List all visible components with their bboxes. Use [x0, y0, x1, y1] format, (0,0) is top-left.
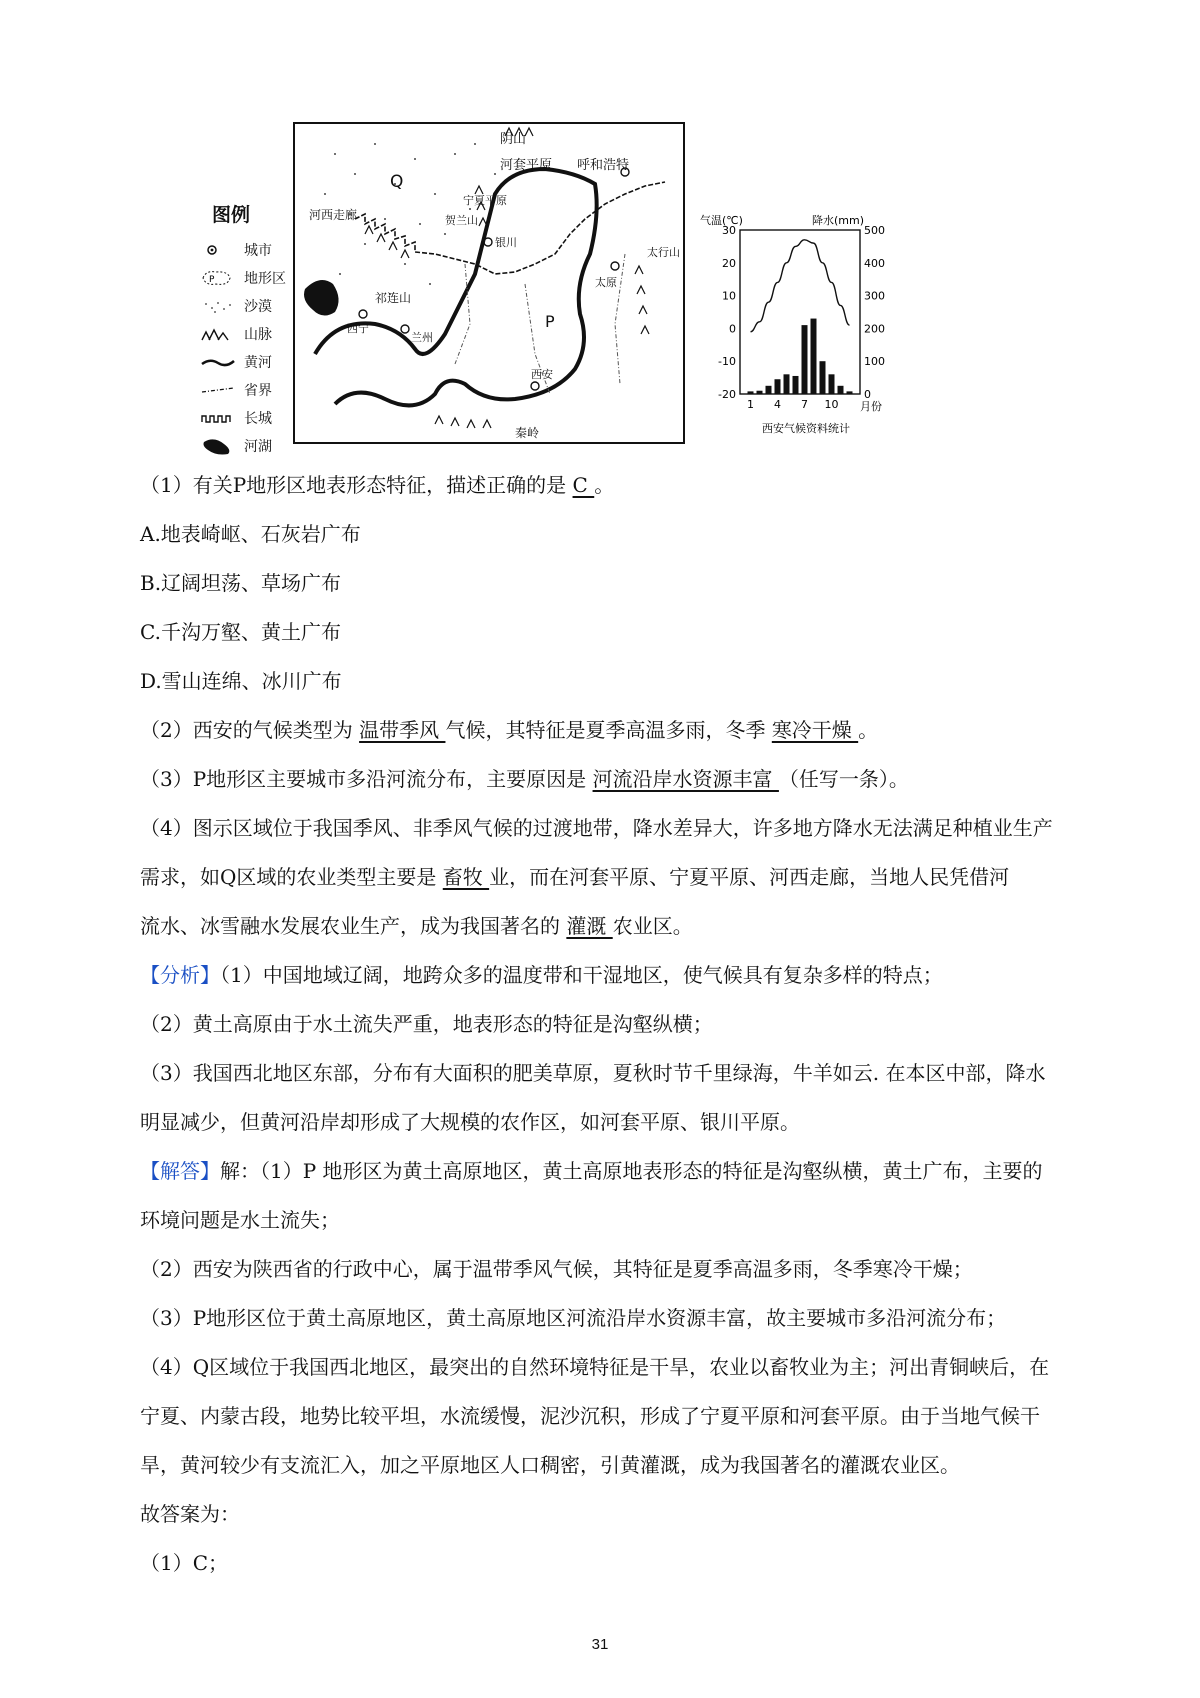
precip-tick-label: 100 [864, 355, 885, 369]
question-2 [140, 715, 878, 745]
question-4-line-2 [140, 862, 1009, 892]
lake-icon [200, 436, 236, 456]
analysis-line-3: （3）我国西北地区东部，分布有大面积的肥美草原，夏秋时节千里绿海，牛羊如云. 在本区中部，降水 [140, 1061, 1046, 1085]
solution-line-1 [140, 1156, 1043, 1186]
q4-line3-prefix: 流水、冰雪融水发展农业生产，成为我国著名的 [140, 914, 567, 938]
temperature-curve [751, 240, 850, 332]
answer-1: （1）C； [140, 1551, 229, 1575]
option-b: B.辽阔坦荡、草场广布 [140, 571, 342, 595]
legend-item-terrain: 地形区 [244, 271, 286, 287]
map-label-qinling: 秦岭 [515, 426, 540, 440]
precip-bar [829, 374, 835, 394]
province-border-icon [200, 380, 236, 400]
q2-answer-1: 温带季风 [359, 718, 446, 742]
month-tick-label: 10 [824, 398, 839, 411]
temp-tick-label: 20 [722, 256, 736, 270]
temp-tick-label: 0 [729, 322, 736, 336]
precip-tick-label: 200 [864, 322, 885, 336]
precip-bar [748, 391, 754, 394]
q3-answer: 河流沿岸水资源丰富 [592, 767, 779, 791]
q2-prefix: （2）西安的气候类型为 [140, 718, 360, 742]
precip-bar [766, 386, 772, 394]
temp-tick-label: 30 [722, 224, 736, 237]
legend-item-wall: 长城 [244, 411, 272, 427]
precip-bar [820, 361, 826, 394]
q3-suffix: （任写一条）。 [778, 767, 909, 791]
map-label-yinshan: 阴山 [500, 132, 527, 147]
precip-bar [847, 391, 853, 394]
solution-line-6: 宁夏、内蒙古段，地势比较平坦，水流缓慢，泥沙沉积，形成了宁夏平原和河套平原。由于当地气候干 [140, 1404, 1040, 1428]
plot-frame [740, 230, 860, 394]
map-label-xian: 西安 [531, 368, 553, 381]
question-1 [140, 470, 614, 500]
xian-climate-chart [700, 210, 910, 450]
map-label-taihang-shan: 太行山 [647, 246, 680, 259]
solution-line-3: （2）西安为陕西省的行政中心，属于温带季风气候，其特征是夏季高温多雨，冬季寒冷干燥； [140, 1257, 973, 1281]
legend-item-lake: 河湖 [244, 439, 272, 455]
q2-suffix: 。 [858, 718, 879, 742]
yellow-river-icon [200, 352, 236, 372]
solution-line-2: 环境问题是水土流失； [140, 1208, 340, 1232]
month-tick-label: 7 [801, 398, 808, 411]
map-label-hetao-plain: 河套平原 [500, 158, 553, 173]
desert-icon [200, 296, 236, 316]
q2-answer-2: 寒冷干燥 [771, 718, 859, 742]
precip-tick-label: 0 [864, 388, 871, 401]
solution-text-1: 解：（1）P 地形区为黄土高原地区，黄土高原地表形态的特征是沟壑纵横，黄土广布，主要的 [220, 1159, 1043, 1183]
page-number: 31 [591, 1636, 609, 1653]
precip-tick-label: 300 [864, 289, 885, 303]
legend-item-mountain: 山脉 [244, 327, 272, 343]
analysis-line-1 [140, 960, 943, 990]
mountain-icon [200, 324, 236, 344]
svg-text:P: P [209, 275, 215, 285]
map-label-yinchuan: 银川 [495, 236, 517, 249]
solution-line-7: 旱，黄河较少有支流汇入，加之平原地区人口稠密，引黄灌溉，成为我国著名的灌溉农业区。 [140, 1453, 960, 1477]
temp-axis-label: 气温(℃) [700, 214, 743, 227]
question-4-line-3 [140, 911, 693, 941]
q4-answer-2: 灌溉 [566, 914, 613, 938]
precip-bar [793, 376, 799, 394]
solution-line-4: （3）P地形区位于黄土高原地区，黄土高原地区河流沿岸水资源丰富，故主要城市多沿河流分布； [140, 1306, 1007, 1330]
q1-answer: C [572, 473, 595, 497]
precip-bar [802, 325, 808, 394]
map-label-xining: 西宁 [347, 322, 369, 335]
legend-item-desert: 沙漠 [244, 299, 272, 315]
month-unit-label: 月份 [860, 400, 882, 413]
map-label-lanzhou: 兰州 [411, 331, 433, 344]
precip-bar [838, 386, 844, 394]
legend-item-province: 省界 [244, 383, 272, 399]
q1-suffix: 。 [594, 473, 615, 497]
map-label-ningxia-plain: 宁夏平原 [463, 194, 507, 207]
temp-tick-label: -20 [718, 388, 736, 401]
analysis-line-2: （2）黄土高原由于水土流失严重，地表形态的特征是沟壑纵横； [140, 1012, 713, 1036]
climate-caption: 西安气候资料统计 [762, 422, 850, 435]
city-symbol-icon [200, 240, 236, 260]
map-label-p: P [545, 312, 555, 331]
q3-prefix: （3）P地形区主要城市多沿河流分布，主要原因是 [140, 767, 593, 791]
answer-heading: 故答案为： [140, 1502, 240, 1526]
month-tick-label: 4 [774, 398, 781, 411]
option-a: A.地表崎岖、石灰岩广布 [140, 522, 361, 546]
temp-tick-label: 10 [722, 289, 736, 303]
precip-bar [757, 391, 763, 394]
q1-prefix: （1）有关P地形区地表形态特征，描述正确的是 [140, 473, 573, 497]
solution-line-5: （4）Q区域位于我国西北地区，最突出的自然环境特征是干旱，农业以畜牧业为主；河出青铜峡后，在 [140, 1355, 1050, 1379]
map-label-qilian-shan: 祁连山 [375, 291, 412, 305]
legend-title: 图例 [212, 204, 251, 226]
terrain-region-icon [200, 268, 236, 288]
map-label-taiyuan: 太原 [595, 276, 617, 289]
analysis-text-1: （1）中国地域辽阔，地跨众多的温度带和干湿地区，使气候具有复杂多样的特点； [220, 963, 943, 987]
q4-answer-1: 畜牧 [442, 865, 490, 889]
map-label-helan-shan: 贺兰山 [445, 214, 478, 227]
option-c: C.千沟万壑、黄土广布 [140, 620, 341, 644]
great-wall-icon [200, 408, 236, 428]
precip-bar [775, 379, 781, 394]
precip-tick-label: 500 [864, 224, 885, 237]
legend-item-city: 城市 [244, 243, 272, 259]
precip-tick-label: 400 [864, 256, 885, 270]
map-label-q: Q [390, 172, 404, 192]
analysis-line-4: 明显减少，但黄河沿岸却形成了大规模的农作区，如河套平原、银川平原。 [140, 1110, 800, 1134]
temp-tick-label: -10 [718, 355, 736, 369]
legend-item-river: 黄河 [244, 355, 272, 371]
map-label-hexi-corridor: 河西走廊 [309, 208, 358, 222]
q4-line2-suffix: 业，而在河套平原、宁夏平原、河西走廊，当地人民凭借河 [489, 865, 1010, 889]
option-d: D.雪山连绵、冰川广布 [140, 669, 342, 693]
climate-chart-svg [700, 210, 910, 450]
precip-bar [811, 319, 817, 394]
precip-axis-label: 降水(mm) [812, 214, 865, 227]
month-tick-label: 1 [747, 398, 754, 411]
precip-bar [784, 374, 790, 394]
question-4-line-1: （4）图示区域位于我国季风、非季风气候的过渡地带，降水差异大，许多地方降水无法满足种植业生产 [140, 816, 1053, 840]
q2-middle: 气候，其特征是夏季高温多雨，冬季 [445, 718, 772, 742]
region-map [293, 122, 685, 444]
solution-tag: 【解答】 [140, 1159, 220, 1183]
analysis-tag: 【分析】 [140, 963, 220, 987]
map-label-hohhot: 呼和浩特 [577, 158, 630, 173]
q4-line3-suffix: 农业区。 [612, 914, 693, 938]
question-3 [140, 764, 909, 794]
q4-line2-prefix: 需求，如Q区域的农业类型主要是 [140, 865, 443, 889]
